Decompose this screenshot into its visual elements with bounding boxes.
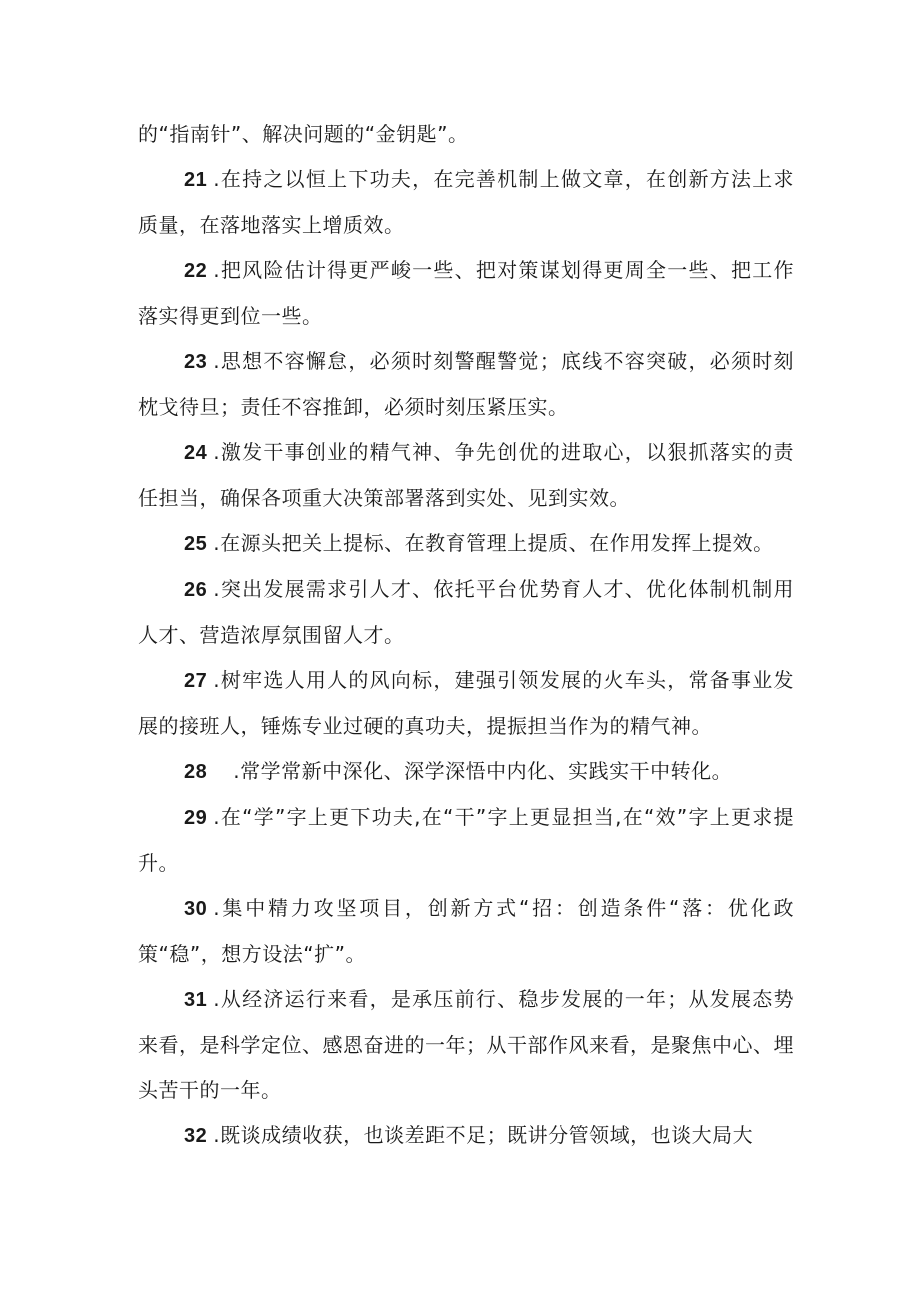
item-number: 22 xyxy=(184,260,208,282)
item-number: 31 xyxy=(184,989,208,1011)
list-item-32 xyxy=(138,1113,794,1159)
item-text: .激发干事创业的精气神、争先创优的进取心，以狠抓落实的责任担当，确保各项重大决策部署落到实处、见到实效。 xyxy=(138,440,794,510)
item-text: .思想不容懈怠，必须时刻警醒警觉；底线不容突破，必须时刻枕戈待旦；责任不容推卸，必须时刻压紧压实。 xyxy=(138,349,794,419)
item-text: .从经济运行来看，是承压前行、稳步发展的一年；从发展态势来看，是科学定位、感恩奋进的一年；从干部作风来看，是聚焦中心、埋头苦干的一年。 xyxy=(138,987,794,1102)
list-item-29 xyxy=(138,795,794,886)
list-item-26 xyxy=(138,567,794,658)
item-number: 28 xyxy=(184,761,208,783)
item-number: 29 xyxy=(184,807,208,829)
item-number: 25 xyxy=(184,533,208,555)
item-text: .把风险估计得更严峻一些、把对策谋划得更周全一些、把工作落实得更到位一些。 xyxy=(138,258,794,328)
item-number: 30 xyxy=(184,898,208,920)
list-item-30 xyxy=(138,886,794,977)
item-text: .在持之以恒上下功夫，在完善机制上做文章，在创新方法上求质量，在落地落实上增质效。 xyxy=(138,167,794,237)
item-number: 21 xyxy=(184,169,208,191)
item-text: .在源头把关上提标、在教育管理上提质、在作用发挥上提效。 xyxy=(213,531,774,555)
item-number: 26 xyxy=(184,579,208,601)
document-body xyxy=(138,112,794,1159)
item-number: 27 xyxy=(184,670,208,692)
list-item-24 xyxy=(138,430,794,521)
list-item-31 xyxy=(138,977,794,1113)
list-item-23 xyxy=(138,339,794,430)
item-text: .在“学”字上更下功夫,在“干”字上更显担当,在“效”字上更求提升。 xyxy=(138,805,794,875)
item-text: .既谈成绩收获，也谈差距不足；既讲分管领域，也谈大局大 xyxy=(213,1123,754,1147)
item-text: .树牢选人用人的风向标，建强引领发展的火车头，常备事业发展的接班人，锤炼专业过硬的真功夫，提振担当作为的精气神。 xyxy=(138,668,794,738)
list-item-21 xyxy=(138,157,794,248)
item-text: .突出发展需求引人才、依托平台优势育人才、优化体制机制用人才、营造浓厚氛围留人才。 xyxy=(138,577,794,647)
item-text: .常学常新中深化、深学深悟中内化、实践实干中转化。 xyxy=(233,759,733,783)
item-number: 32 xyxy=(184,1125,208,1147)
continuation-paragraph: 的“指南针”、解决问题的“金钥匙”。 xyxy=(138,122,469,146)
list-item-22 xyxy=(138,248,794,339)
item-text: .集中精力攻坚项目，创新方式“招：创造条件“落：优化政策“稳”，想方设法“扩”。 xyxy=(138,896,794,966)
list-item-27 xyxy=(138,658,794,749)
list-item-25 xyxy=(138,521,794,567)
item-number: 24 xyxy=(184,442,208,464)
item-number: 23 xyxy=(184,351,208,373)
list-item-28 xyxy=(138,749,794,795)
